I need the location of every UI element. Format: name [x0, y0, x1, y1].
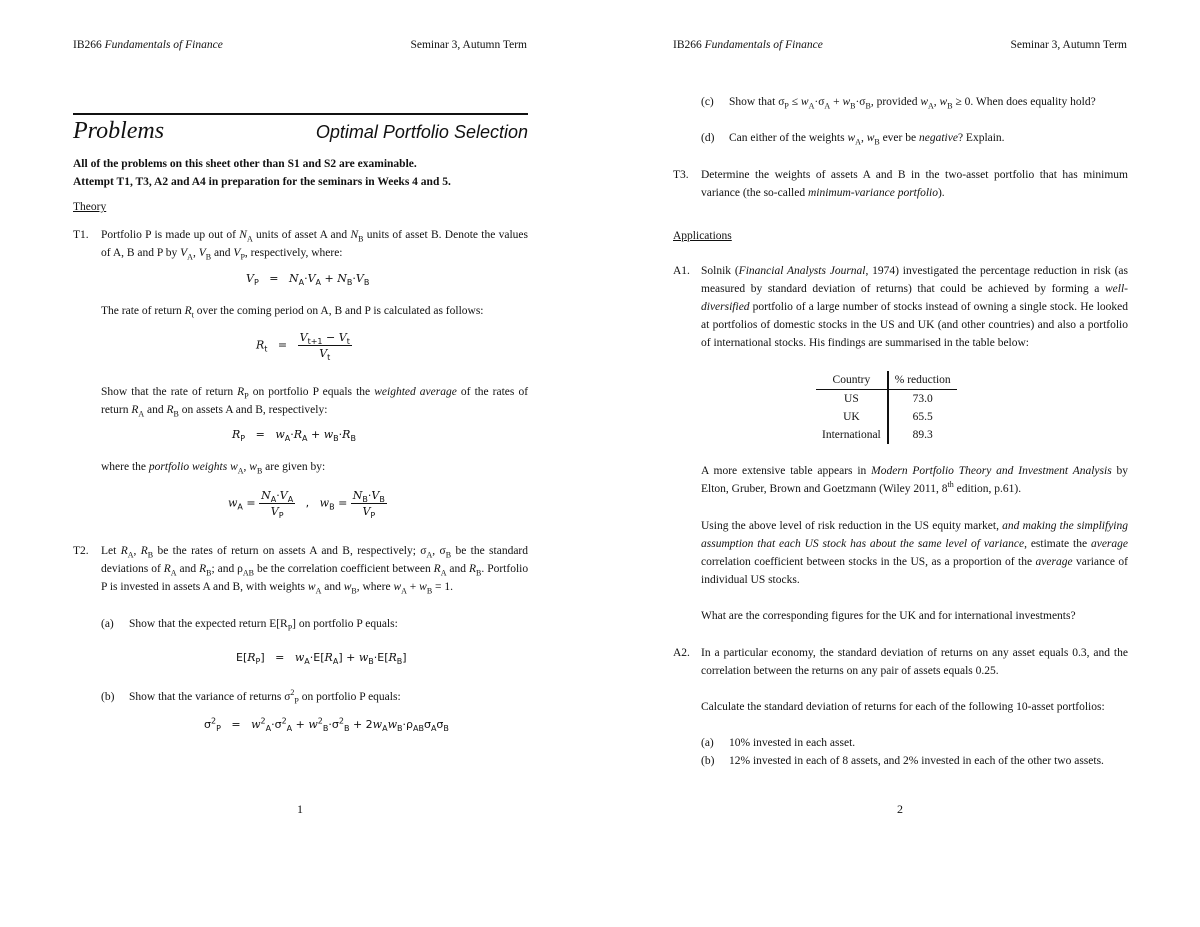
- formula-portfolio-value: $V_P = N_A\cdot V_A + N_B\cdot V_B$: [246, 272, 370, 288]
- header-seminar: Seminar 3, Autumn Term: [410, 39, 527, 51]
- table-row: US 73.0: [816, 390, 957, 409]
- page-title: Problems: [73, 118, 165, 144]
- page-subtitle: Optimal Portfolio Selection: [315, 122, 528, 142]
- page-1: IB266 Fundamentals of Finance Seminar 3, Autumn Term Problems Optimal Portfolio Selection All of the problems on this sheet other than S1 and S2 are examinable. Attempt T1, T3, A2 and A4 in preparation for the seminars in Weeks 4 and 5. Theory T1. Portfolio P is made up out of $N_A$ units of asset A and $N_B$ units of asset B. Denote the values of A, B and P by $V_A$, $V_B$ and $V_P$, respectively, where: $V_P = N_A\cdot V_A + N_B\cdot V_B$ The rate of return $R_t$ over the coming period on A, B and P is calculated as follows: $R_t$ = $\frac{V_{t+1} - V_t}{V_t}$ Show that the rate of return $R_P$ on portfolio P equals the weighted average of the rates of return $R_A$ and $R_B$ on assets A and B, respectively: $R_P = w_A\cdot R_A + w_B\cdot R_B$ where the portfolio weights $w_A$, $w_B$ are given by: $w_A$ = $\frac{N_A\cdot V_A}{V_P}$ , $w_B$ = $\frac{N_B\cdot V_B}{V_P}$ T2. Let $R_A$, $R_B$ be the rates of return on assets A and B, respectively; $\sigma_A$, $\sigma_B$ be the standard deviations of $R_A$ and $R_B$; and $\rho_{AB}$ be the correlation coefficient between $R_A$ and $R_B$. Portfolio P is invested in assets A and B, with weights $w_A$ and $w_B$, where $w_A + w_B = 1$. (a) Show that the expected return $E[R_P]$ on portfolio P equals: $E[R_P] = w_A\cdot E[R_A] + w_B\cdot E[R_B]$ (b) Show that the variance of returns $\sigma^2_P$ on portfolio P equals: $\sigma^2_P = w^2_A\cdot\sigma^2_A + w^2_B\cdot\sigma^2_B + 2w_Aw_B\cdot\rho_{AB}\sigma_A\sigma_B$ 1: [0, 0, 600, 927]
- table-row: UK 65.5: [816, 408, 957, 426]
- page-number: 2: [897, 802, 903, 816]
- page-2: IB266 Fundamentals of Finance Seminar 3, Autumn Term (c) Show that $\sigma_P \le w_A\cdot\sigma_A + w_B\cdot\sigma_B$, provided $w_A$, $w_B \ge 0$. When does equality hold? (d) Can either of the weights $w_A$, $w_B$ ever be negative? Explain. T3. Determine the weights of assets A and B in the two-asset portfolio that has minimum variance (the so-called minimum-variance portfolio). Applications A1. Solnik (Financial Analysts Journal, 1974) investigated the percentage reduction in risk (as measured by standard deviation of returns) that could be achieved by forming a well-diversified portfolio of a large number of stocks instead of owning a single stock. He looked at portfolios of domestic stocks in the US and UK (and other countries) and also a portfolio of international stocks. His findings are summarised in the table below: Country % reduction US 73.0 UK 65.5 International 89.3 A more extensive table appears in Modern Portfolio Theory and Investment Analysis by Elton, Gruber, Brown and Goetzmann (Wiley 2011, 8th edition, p.61). Using the above level of risk reduction in the US equity market, and making the simplifying assumption that each US stock has about the same level of variance, estimate the average correlation coefficient between stocks in the US, as a proportion of the average variance of individual US stocks. What are the corresponding figures for the UK and for international investments? A2. In a particular economy, the standard deviation of returns on any asset equals 0.3, and the correlation between the returns on any pair of assets equals 0.25. Calculate the standard deviation of returns for each of the following 10-asset portfolios: (a) 10% invested in each asset. (b) 12% invested in each of 8 assets, and 2% invested in each of the other two assets. 2: [600, 0, 1200, 927]
- table-header-country: Country: [816, 371, 888, 390]
- header-course: IB266 Fundamentals of Finance: [673, 39, 823, 51]
- table-row: International 89.3: [816, 426, 957, 444]
- table-header-reduction: % reduction: [888, 371, 957, 390]
- formula-portfolio-variance: $\sigma^2_P = w^2_A\cdot\sigma^2_A + w^2_B\cdot\sigma^2_B + 2w_Aw_B\cdot\rho_{AB}\sigma_A\sigma_B$: [204, 716, 449, 734]
- header-seminar: Seminar 3, Autumn Term: [1010, 39, 1127, 51]
- formula-weighted-return: $R_P = w_A\cdot R_A + w_B\cdot R_B$: [232, 428, 356, 444]
- risk-reduction-table: [816, 371, 957, 444]
- applications-heading: Applications: [673, 230, 732, 242]
- intro-note: All of the problems on this sheet other than S1 and S2 are examinable. Attempt T1, T3, A2 and A4 in preparation for the seminars in Weeks 4 and 5.: [73, 158, 451, 188]
- theory-heading: Theory: [73, 201, 107, 213]
- title-rule: [73, 113, 528, 115]
- formula-expected-return: $E[R_P] = w_A\cdot E[R_A] + w_B\cdot E[R_B]$: [236, 651, 407, 667]
- formula-portfolio-weights: $w_A$ = $\frac{N_A\cdot V_A}{V_P}$ , $w_B$ = $\frac{N_B\cdot V_B}{V_P}$: [228, 489, 385, 521]
- header-course: IB266 Fundamentals of Finance: [73, 39, 223, 51]
- page-number: 1: [297, 802, 303, 816]
- formula-rate-of-return: $R_t$ = $\frac{V_{t+1} - V_t}{V_t}$: [256, 331, 350, 363]
